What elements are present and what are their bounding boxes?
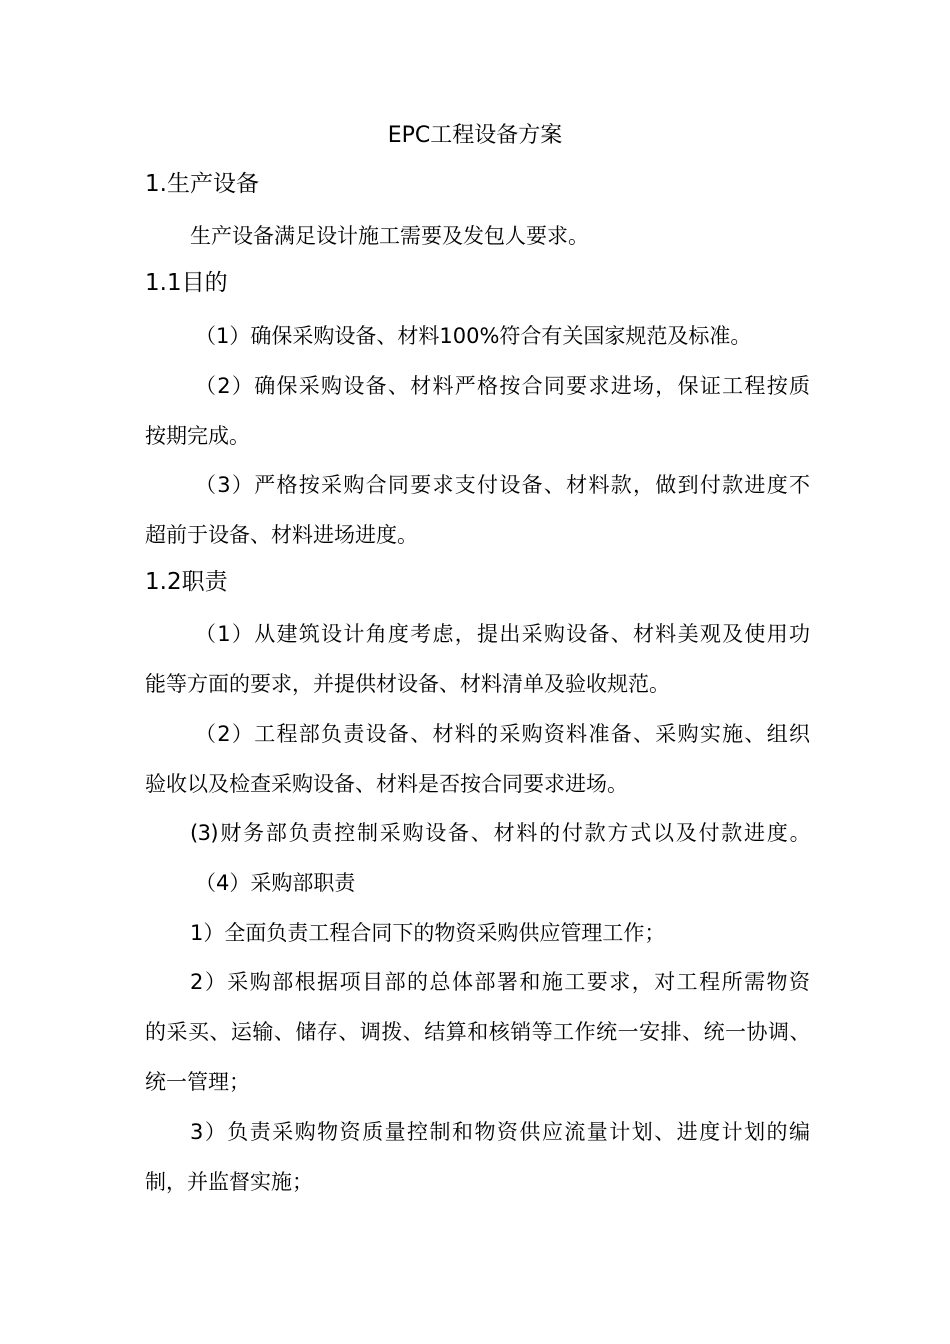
purpose-item-3-line-2: 超前于设备、材料进场进度。 [145, 523, 418, 547]
duty-item-2-line-1: （2）工程部负责设备、材料的采购资料准备、采购实施、组织 [195, 722, 810, 746]
section-heading-responsibilities: 1.2职责 [145, 569, 228, 595]
duty-item-4: （4）采购部职责 [195, 871, 356, 895]
paragraph-production-equipment: 生产设备满足设计施工需要及发包人要求。 [190, 224, 589, 248]
section-heading-production-equipment: 1.生产设备 [145, 171, 259, 197]
duty-item-1-line-1: （1）从建筑设计角度考虑，提出采购设备、材料美观及使用功 [195, 622, 810, 646]
procurement-duty-3-line-2: 制，并监督实施； [145, 1170, 313, 1194]
purpose-item-2-line-2: 按期完成。 [145, 424, 250, 448]
purpose-item-3-line-1: （3）严格按采购合同要求支付设备、材料款，做到付款进度不 [195, 473, 810, 497]
duty-item-1-line-2: 能等方面的要求，并提供材设备、材料清单及验收规范。 [145, 672, 670, 696]
duty-item-3: (3)财务部负责控制采购设备、材料的付款方式以及付款进度。 [190, 821, 810, 845]
procurement-duty-1: 1）全面负责工程合同下的物资采购供应管理工作； [190, 921, 666, 945]
duty-item-2-line-2: 验收以及检查采购设备、材料是否按合同要求进场。 [145, 772, 628, 796]
procurement-duty-2-line-1: 2）采购部根据项目部的总体部署和施工要求，对工程所需物资 [190, 970, 810, 994]
procurement-duty-2-line-3: 统一管理； [145, 1070, 250, 1094]
section-heading-purpose: 1.1目的 [145, 270, 228, 296]
purpose-item-1: （1）确保采购设备、材料100%符合有关国家规范及标准。 [195, 324, 752, 348]
procurement-duty-2-line-2: 的采买、运输、储存、调拨、结算和核销等工作统一安排、统一协调、 [145, 1020, 810, 1044]
document-title: EPC工程设备方案 [387, 123, 563, 148]
procurement-duty-3-line-1: 3）负责采购物资质量控制和物资供应流量计划、进度计划的编 [190, 1120, 810, 1144]
purpose-item-2-line-1: （2）确保采购设备、材料严格按合同要求进场，保证工程按质 [195, 374, 810, 398]
